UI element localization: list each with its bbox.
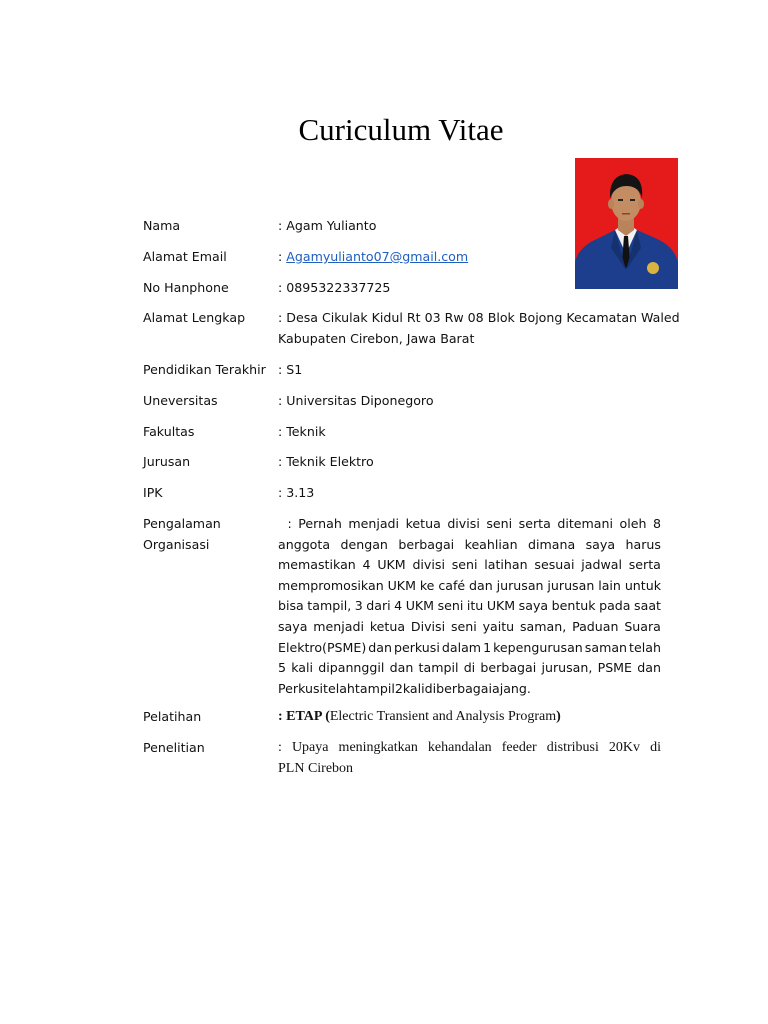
email-link[interactable]: Agamyulianto07@gmail.com [286, 249, 469, 264]
field-label: Fakultas [143, 424, 195, 439]
organisasi-text-line: bisa tampil, 3 dari 4 UKM seni itu UKM saya bentuk pada saat [278, 598, 661, 614]
email-prefix: : [278, 249, 287, 264]
field-value: : Teknik [278, 424, 326, 439]
pelatihan-rest: Electric Transient and Analysis Program [329, 709, 557, 724]
field-value [278, 707, 661, 728]
pelatihan-close: ) [556, 709, 561, 724]
field-value: : S1 [278, 362, 303, 377]
field-label: Alamat Lengkap [143, 310, 246, 325]
field-value: : Teknik Elektro [278, 454, 374, 469]
penelitian-line-2: PLN Cirebon [278, 760, 354, 776]
address-line-1: : Desa Cikulak Kidul Rt 03 Rw 08 Blok Bojong Kecamatan Waled [278, 310, 680, 325]
organisasi-text-line: 5 kali dipannggil dan tampil di berbagai jurusan, PSME dan [278, 660, 661, 676]
address-line-2: Kabupaten Cirebon, Jawa Barat [278, 330, 475, 346]
organisasi-text-line: : Pernah menjadi ketua divisi seni serta ditemani oleh 8 [287, 516, 661, 531]
organisasi-text-line: Elektro(PSME) dan perkusi dalam 1 kepengurusan saman telah [278, 639, 661, 655]
field-value: : 0895322337725 [278, 280, 391, 295]
field-label: Penelitian [143, 740, 205, 755]
organisasi-text-line: anggota dengan berbagai keahlian dimana saya harus [278, 536, 661, 552]
organisasi-text-line: mempromosikan UKM ke café dan jurusan jurusan lain untuk [278, 577, 661, 593]
field-value: : 3.13 [278, 485, 315, 500]
field-value [278, 247, 661, 268]
field-value [278, 308, 680, 349]
field-label: Alamat Email [143, 249, 227, 264]
organisasi-text-line: saya menjadi ketua Divisi seni yaitu saman, Paduan Suara [278, 618, 661, 634]
page-title: Curiculum Vitae [298, 112, 504, 147]
pelatihan-bold: : ETAP ( [278, 709, 330, 724]
field-value: : Universitas Diponegoro [278, 393, 434, 408]
field-label: IPK [143, 485, 163, 500]
organisasi-text-line: memastikan 4 UKM divisi seni latihan sesuai jadwal serta [278, 557, 661, 573]
field-label: No Hanphone [143, 280, 229, 295]
field-label: Pelatihan [143, 709, 202, 724]
field-value [278, 738, 661, 779]
field-label: Jurusan [143, 454, 191, 469]
field-label: Pengalaman Organisasi [143, 516, 221, 552]
field-label: Pendidikan Terakhir [143, 362, 266, 377]
penelitian-line-1: : Upaya meningkatkan kehandalan feeder distribusi 20Kv di [278, 740, 661, 755]
field-label: Nama [143, 218, 181, 233]
organisasi-paragraph [278, 535, 661, 700]
organisasi-text-line: Perkusi telah tampil 2 kali diberbagai ajang. [278, 680, 531, 696]
field-label: Uneversitas [143, 393, 218, 408]
field-value: : Agam Yulianto [278, 218, 377, 233]
